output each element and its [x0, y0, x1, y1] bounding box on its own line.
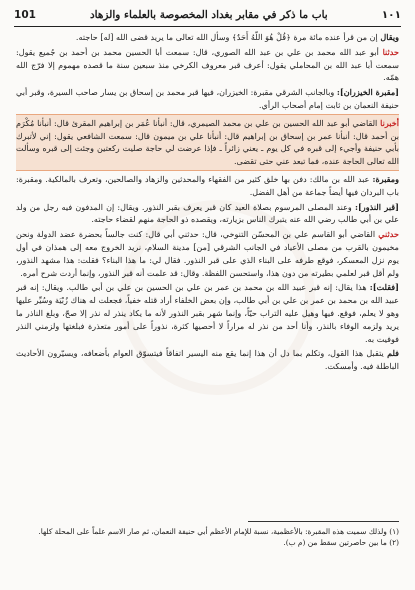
running-title: باب ما ذكر في مقابر بغداد المخصوصة بالعلماء والزهاد [89, 9, 328, 21]
paragraph-lead: [قبر النذور]: [354, 201, 399, 212]
paragraph [16, 281, 399, 345]
paragraph [16, 173, 399, 199]
page-header [14, 6, 401, 24]
footnote: (١) ولذلك سميت هذه المقبرة: بالأعظمية، نسبة للإمام الأعظم أبي حنيفة النعمان، ثم صار الاسم علماً على المحلة كلها. [38, 527, 399, 536]
paragraph-lead: حدثنا [382, 46, 399, 57]
paragraph-lead: أخبرنا [380, 117, 399, 128]
paragraph [16, 347, 399, 373]
paragraph-text: إن من قرأ عنده مائة مرة ﴿قُلْ هُوَ اللَّهُ أَحَدٌ﴾ وسأل الله تعالى ما يريد قضى الله [له] حاجته. [75, 32, 378, 42]
paragraph [16, 201, 399, 227]
paragraph-text: القاضي أبو القاسم علي بن المحسّن التنوخي، قال: حدثني أبي قال: كنت جالساً بحضرة عضد الدولة ونحن مخيمون بالقرب من مصلى الأعياد في الجانب الشرقي [من] مدينة السلام، نريد الخروج معه إلى همذان في أول يوم نزل المعسكر، فوقع طرفه على البناء الذي على قبر النذور. فقال لي: ما هذا البناء؟ فقلت: هذا مشهد النذور، ولم أقل قبر لعلمي بطيرته من دون هذا، واستحسن اللفظة. وقال: قد علمت أنه قبر النذور، وإنما أردت شرح أمره. [16, 229, 399, 278]
page-number-latin: 101 [14, 9, 36, 21]
paragraph-lead: ويقال [380, 32, 399, 42]
paragraph-lead: حدثني [378, 229, 399, 240]
footnote-rule [248, 521, 399, 522]
paragraph-text: وبالجانب الشرقي مقبرة: الخيزران، فيها قبر محمد بن إسحاق بن يسار صاحب السيرة، وقبر أبي حنيفة النعمان بن ثابت إمام أصحاب الرأي. [16, 87, 399, 110]
paragraph [16, 31, 399, 44]
page-number-arabic: ١٠١ [381, 9, 401, 21]
header-rule [14, 26, 401, 27]
paragraph-text: عبد الله بن مالك: دفن بها خلق كثير من الفقهاء والمحدثين والزهاد والصالحين، وتعرف بالمالكية. ومقبرة: باب البردان فيها أيضاً جماعة من أهل الفضل. [16, 173, 399, 197]
paragraph-text: يتقبل هذا القول، وتكلم بما دل أن هذا إنما يقع منه اليسير اتفاقاً فيتسوّق العوام بأضعافه، ويسيّرون الأحاديث الباطلة فيه. وأمسكت. [16, 348, 399, 372]
paragraph-text: القاضي أبو عبد الله الحسين بن علي بن محمد الصيمري، قال: أنبأنا عُمَر بن إبراهيم المقرئ قال: أنبأنا مُكْرَم بن أحمد قال: أنبأنا عمر بن إسحاق بن إبراهيم قال: أنبأنا علي بن ميمون قال: سمعت الشافعي يقول: إني لأتبرك بأبي حنيفة وأجيء إلى قبره في كل يوم ـ يعني زائراً ـ فإذا عرضت لي حاجة صليت ركعتين وجئت إلى قبره وسألت الله تعالى الحاجة عنده، فما تبعد عني حتى تقضى. [16, 117, 399, 167]
highlighted-passage [16, 114, 399, 171]
paragraph [16, 46, 399, 84]
main-text [16, 31, 399, 517]
paragraph-lead: [مقبرة الخيزران]: [336, 87, 399, 98]
paragraph-lead: [فقلت]: [369, 282, 399, 293]
paragraph-lead: ومقبرة: [372, 173, 399, 184]
paragraph [16, 86, 399, 112]
footnotes [16, 526, 399, 548]
paragraph [16, 228, 399, 279]
paragraph-lead: فلم [387, 348, 399, 359]
paragraph-text: وعند المصلى المرسوم بصلاة العيد كان قبر يعرف بقبر النذور. ويقال: إن المدفون فيه رجل من ولد علي بن أبي طالب رضي الله عنه يتبرك الناس بزيارته، ويقصده ذو الحاجة منهم لقضاء حاجته. [16, 201, 399, 225]
paragraph-text: أبو عبد الله محمد بن علي بن عبد الله الصوري، قال: سمعت أبا الحسين محمد بن أحمد بن جُميع يقول: سمعت أبا عبد الله بن المحاملي يقول: أعرف قبر معروف الكرخي منذ سبعين سنة ما قصده مهموم إلا فرّج الله همّه. [16, 46, 399, 83]
footnote: (٢) ما بين حاصرتين سقط من (م ب). [283, 538, 399, 547]
paragraph-text: هذا يقال: إنه قبر عبيد الله بن محمد بن عمر بن علي بن الحسين بن علي بن أبي طالب. ويقال: إنه قبر عبيد الله بن محمد بن عمر بن علي بن أبي طالب، وإن بعض الخلفاء أراد قتله خفياً، فجعلت له هناك زُبْيَة وسُيِّر عليها وهو لا يعلم، فوقع. فيها وهيل عليه التراب حيّاً، وإنما شهر بقبر النذور لأنه ما يكاد ينذر له نذر إلا صحّ، وبلغ الناذر ما يريد ولزمه الوفاء بالنذر، وأنا أحد من نذر له مراراً لا أحصيها كثرة، نذوراً على أمور متعذرة فبلغتها ولزمني النذر فوفيت به. [16, 282, 399, 344]
